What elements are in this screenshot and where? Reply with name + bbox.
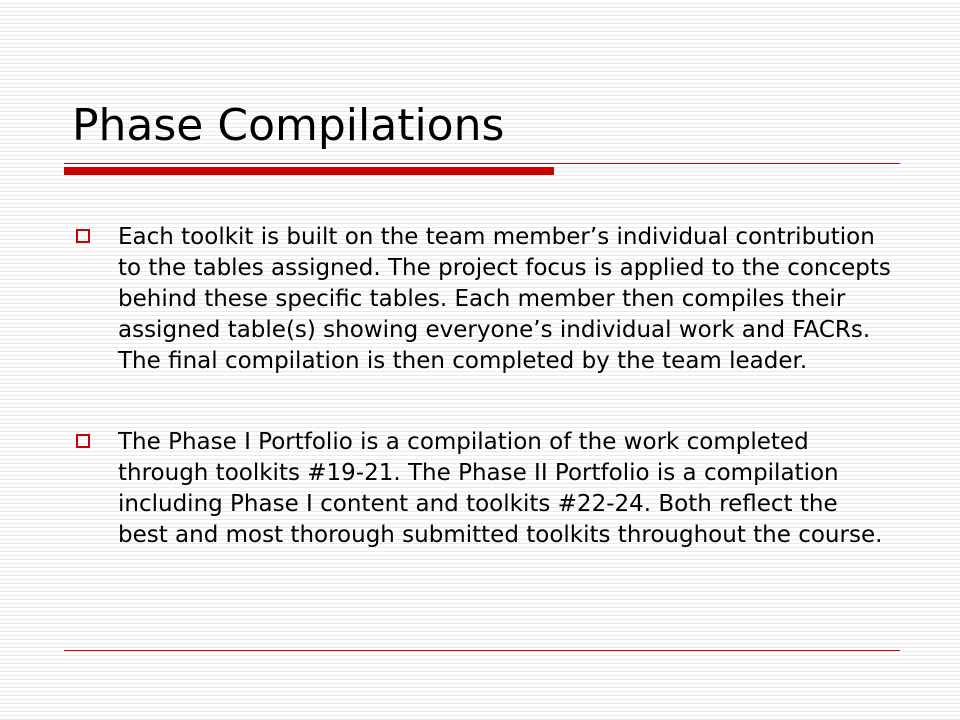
title-divider-line xyxy=(64,163,900,164)
footer-divider-line xyxy=(64,650,900,651)
bullet-list xyxy=(74,222,894,601)
bullet-text: Each toolkit is built on the team member’s individual contribution to the tables assigned. The project focus is applied to the concepts behind these specific tables. Each member then compiles their assigned table(s) showing everyone’s individual work and FACRs. The final compilation is then completed by the team leader. xyxy=(118,224,891,374)
hollow-square-bullet-icon xyxy=(76,229,90,243)
bullet-item xyxy=(74,427,894,551)
slide-title: Phase Compilations xyxy=(72,100,505,151)
hollow-square-bullet-icon xyxy=(76,434,90,448)
title-accent-bar xyxy=(64,167,554,175)
bullet-text: The Phase I Portfolio is a compilation of the work completed through toolkits #19-21. The Phase II Portfolio is a compilation including Phase I content and toolkits #22-24. Both reflect the best and most thorough submitted toolkits throughout the course. xyxy=(118,429,883,548)
bullet-item xyxy=(74,222,894,377)
